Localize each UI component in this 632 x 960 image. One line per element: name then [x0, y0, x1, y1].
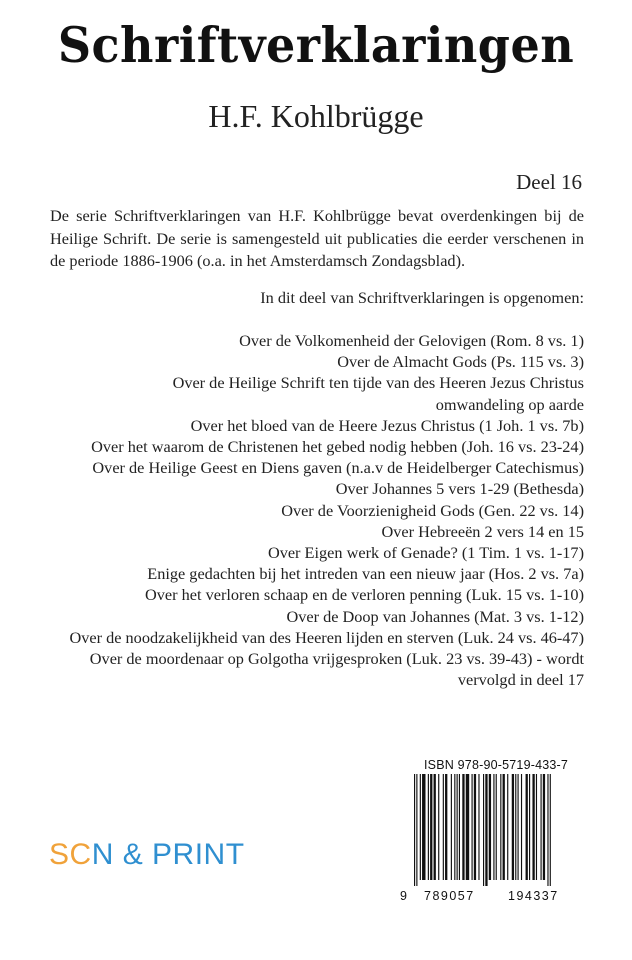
contents-item: Over het verloren schaap en de verloren penning (Luk. 15 vs. 1-10) — [145, 585, 584, 605]
contents-item: Over het waarom de Christenen het gebed nodig hebben (Joh. 16 vs. 23-24) — [91, 437, 584, 457]
contents-intro: In dit deel van Schriftverklaringen is opgenomen: — [260, 288, 584, 307]
contents-item: Over Eigen werk of Genade? (1 Tim. 1 vs. 1-17) — [267, 543, 584, 563]
contents-list — [24, 330, 584, 690]
contents-item: Over de Voorzienigheid Gods (Gen. 22 vs. 14) — [281, 500, 584, 520]
contents-item: Over het bloed van de Heere Jezus Christus (1 Joh. 1 vs. 7b) — [190, 415, 584, 435]
barcode-left-digits: 789057 — [424, 889, 475, 903]
contents-item: Over de Heilige Geest en Diens gaven (n.a.v de Heidelberger Catechismus) — [92, 458, 584, 478]
contents-item: Over de noodzakelijkheid van des Heeren lijden en sterven (Luk. 24 vs. 46-47) — [69, 627, 584, 647]
contents-item: Over de Heilige Schrift ten tijde van des Heeren Jezus Christus omwandeling op aarde — [172, 373, 584, 414]
author-name: H.F. Kohlbrügge — [208, 98, 424, 134]
barcode-first-digit: 9 — [400, 889, 407, 903]
contents-item: Enige gedachten bij het intreden van een nieuw jaar (Hos. 2 vs. 7a) — [147, 564, 584, 584]
contents-item: Over de Volkomenheid der Gelovigen (Rom. 8 vs. 1) — [239, 331, 584, 350]
logo-text-part2: N & PRINT — [91, 838, 245, 871]
volume-number: Deel 16 — [516, 170, 582, 194]
series-description: De serie Schriftverklaringen van H.F. Kohlbrügge bevat overdenkingen bij de Heilige Schrift. De serie is samengesteld uit publicaties die eerder verschenen in de periode 1886-1906 (o.a. in het Amsterdamsch Zondagsblad). — [50, 206, 584, 270]
contents-item: Over de Doop van Johannes (Mat. 3 vs. 1-12) — [286, 606, 584, 626]
contents-item: Over Johannes 5 vers 1-29 (Bethesda) — [335, 479, 584, 499]
contents-item: Over de Almacht Gods (Ps. 115 vs. 3) — [337, 352, 584, 372]
isbn-label: ISBN 978-90-5719-433-7 — [424, 758, 569, 772]
barcode-right-digits: 194337 — [508, 889, 559, 903]
contents-item: Over Hebreeën 2 vers 14 en 15 — [381, 521, 584, 541]
barcode — [412, 774, 588, 886]
publisher-logo — [49, 838, 245, 872]
logo-text-part1: SC — [49, 838, 92, 871]
contents-item: Over de moordenaar op Golgotha vrijgesproken (Luk. 23 vs. 39-43) - wordt vervolgd in deel 17 — [89, 649, 584, 690]
book-title: Schriftverklaringen — [57, 16, 575, 74]
